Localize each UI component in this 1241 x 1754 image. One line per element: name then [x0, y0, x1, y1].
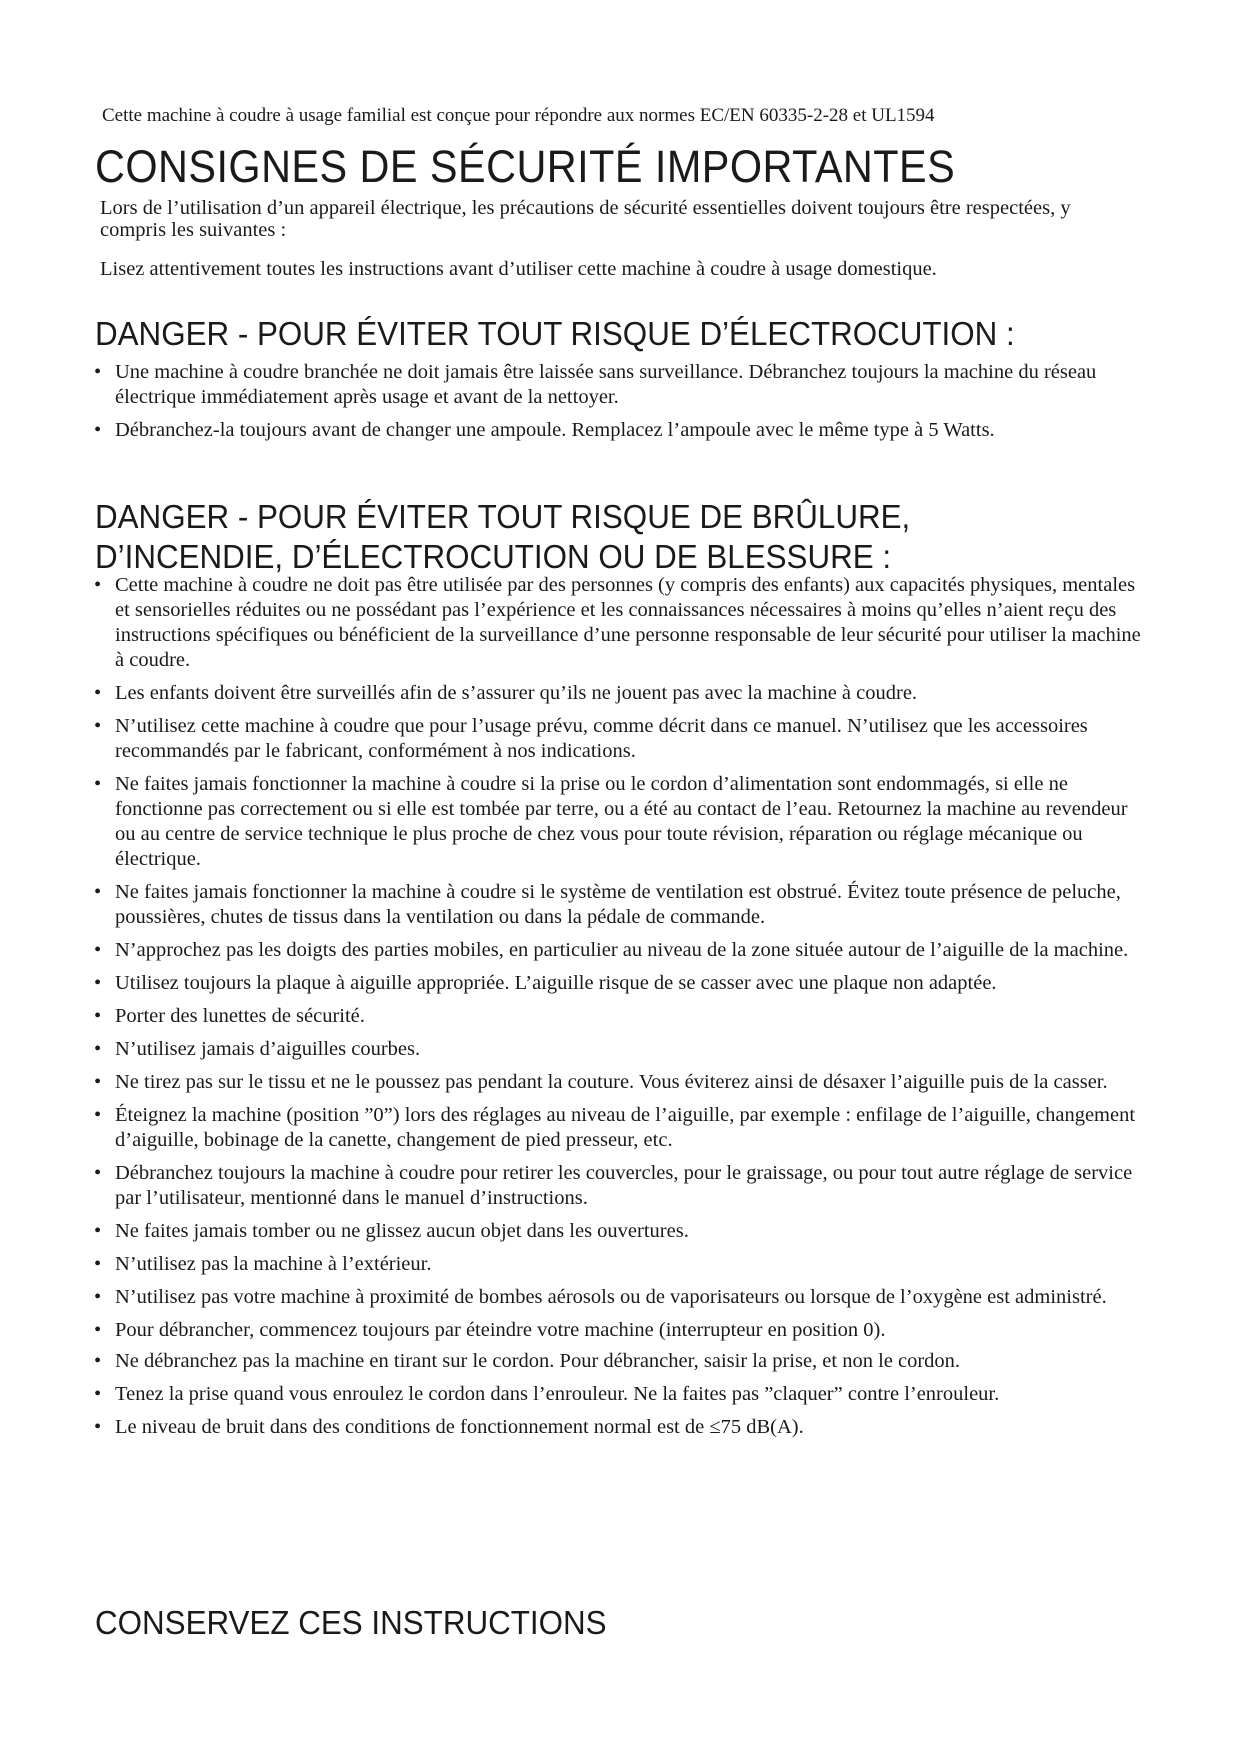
- list-item: • Tenez la prise quand vous enroulez le cordon dans l’enrouleur. Ne la faites pas ”claquer” contre l’enrouleur.: [94, 1383, 1000, 1405]
- list-item: • Ne faites jamais fonctionner la machine à coudre si le système de ventilation est obstrué. Évitez toute présence de peluche, poussières, chutes de tissus dans la ventilation ou dans la pédale de commande.: [94, 881, 1121, 928]
- bullet-icon: •: [94, 1038, 102, 1060]
- bullet-icon: •: [94, 574, 102, 596]
- section-heading-line-2: D’INCENDIE, D’ÉLECTROCUTION OU DE BLESSURE :: [95, 538, 892, 575]
- list-item: • N’utilisez cette machine à coudre que pour l’usage prévu, comme décrit dans ce manuel. N’utilisez que les accessoires recommandés par le fabricant, conformément à nos indications.: [94, 715, 1088, 762]
- bullet-icon: •: [94, 1383, 102, 1405]
- bullet-icon: •: [94, 1319, 102, 1341]
- burn-fire-list: [90, 573, 1150, 1440]
- bullet-icon: •: [94, 1071, 102, 1093]
- intro-paragraph: Lors de l’utilisation d’un appareil électrique, les précautions de sécurité essentielles doivent toujours être respectées, y compris les suivantes :: [100, 197, 1071, 241]
- standards-note: Cette machine à coudre à usage familial est conçue pour répondre aux normes EC/EN 60335-2-28 et UL1594: [102, 105, 935, 126]
- bullet-icon: •: [94, 1005, 102, 1027]
- bullet-icon: •: [94, 1350, 102, 1372]
- list-item: • Le niveau de bruit dans des conditions de fonctionnement normal est de ≤75 dB(A).: [94, 1416, 804, 1438]
- bullet-icon: •: [94, 682, 102, 704]
- list-item: • Débranchez-la toujours avant de changer une ampoule. Remplacez l’ampoule avec le même type à 5 Watts.: [94, 419, 995, 441]
- bullet-icon: •: [94, 1416, 102, 1438]
- bullet-icon: •: [94, 773, 102, 795]
- bullet-icon: •: [94, 1104, 102, 1126]
- bullet-icon: •: [94, 1286, 102, 1308]
- list-item: • Éteignez la machine (position ”0”) lors des réglages au niveau de l’aiguille, par exemple : enfilage de l’aiguille, changement d’aiguille, bobinage de la canette, changement de pied presseur, etc.: [94, 1104, 1136, 1151]
- footer-heading: CONSERVEZ CES INSTRUCTIONS: [95, 1604, 607, 1641]
- section-heading-line-1: DANGER - POUR ÉVITER TOUT RISQUE DE BRÛLURE,: [95, 498, 911, 535]
- bullet-icon: •: [94, 419, 102, 441]
- list-item: • Ne faites jamais tomber ou ne glissez aucun objet dans les ouvertures.: [94, 1220, 689, 1242]
- list-item: • Débranchez toujours la machine à coudre pour retirer les couvercles, pour le graissage, ou pour tout autre réglage de service par l’utilisateur, mentionné dans le manuel d’instructions.: [94, 1162, 1133, 1209]
- list-item: • Ne tirez pas sur le tissu et ne le poussez pas pendant la couture. Vous éviterez ainsi de désaxer l’aiguille puis de la casser.: [94, 1071, 1108, 1093]
- list-item: • N’approchez pas les doigts des parties mobiles, en particulier au niveau de la zone située autour de l’aiguille de la machine.: [94, 939, 1129, 961]
- list-item: • N’utilisez pas votre machine à proximité de bombes aérosols ou de vaporisateurs ou lorsque de l’oxygène est administré.: [94, 1286, 1107, 1308]
- list-item: • Ne débranchez pas la machine en tirant sur le cordon. Pour débrancher, saisir la prise, et non le cordon.: [94, 1350, 961, 1372]
- bullet-icon: •: [94, 939, 102, 961]
- list-item: • Utilisez toujours la plaque à aiguille appropriée. L’aiguille risque de se casser avec une plaque non adaptée.: [94, 972, 997, 994]
- bullet-icon: •: [94, 361, 102, 383]
- list-item: • Porter des lunettes de sécurité.: [94, 1005, 365, 1027]
- bullet-icon: •: [94, 1162, 102, 1184]
- list-item: • Les enfants doivent être surveillés afin de s’assurer qu’ils ne jouent pas avec la machine à coudre.: [94, 682, 918, 704]
- page-title: CONSIGNES DE SÉCURITÉ IMPORTANTES: [95, 141, 956, 192]
- bullet-icon: •: [94, 1220, 102, 1242]
- list-item: • N’utilisez pas la machine à l’extérieur.: [94, 1253, 432, 1275]
- bullet-icon: •: [94, 972, 102, 994]
- section-heading-burn-fire: [95, 498, 910, 576]
- section-heading-electrocution: DANGER - POUR ÉVITER TOUT RISQUE D’ÉLECTROCUTION :: [95, 315, 1015, 352]
- list-item: • Cette machine à coudre ne doit pas être utilisée par des personnes (y compris des enfants) aux capacités physiques, mentales et sensorielles réduites ou ne possédant pas l’expérience et les connaissances nécessaires à moins qu’elles n’aient reçu des instructions spécifiques ou bénéficient de la surveillance d’une personne responsable de leur sécurité pour utiliser la machine à coudre.: [94, 574, 1141, 671]
- list-item: • N’utilisez jamais d’aiguilles courbes.: [94, 1038, 421, 1060]
- bullet-icon: •: [94, 881, 102, 903]
- intro-instruction: Lisez attentivement toutes les instructions avant d’utiliser cette machine à coudre à usage domestique.: [100, 258, 937, 280]
- bullet-icon: •: [94, 1253, 102, 1275]
- electrocution-list: [90, 360, 1150, 443]
- list-item: • Ne faites jamais fonctionner la machine à coudre si la prise ou le cordon d’alimentation sont endommagés, si elle ne fonctionne pas correctement ou si elle est tombée par terre, ou a été au contact de l’eau. Retournez la machine au revendeur ou au centre de service technique le plus proche de chez vous pour toute révision, réparation ou réglage mécanique ou électrique.: [94, 773, 1128, 870]
- list-item: • Une machine à coudre branchée ne doit jamais être laissée sans surveillance. Débranchez toujours la machine du réseau électrique immédiatement après usage et avant de la nettoyer.: [94, 361, 1097, 408]
- bullet-icon: •: [94, 715, 102, 737]
- list-item: • Pour débrancher, commencez toujours par éteindre votre machine (interrupteur en position 0).: [94, 1319, 886, 1341]
